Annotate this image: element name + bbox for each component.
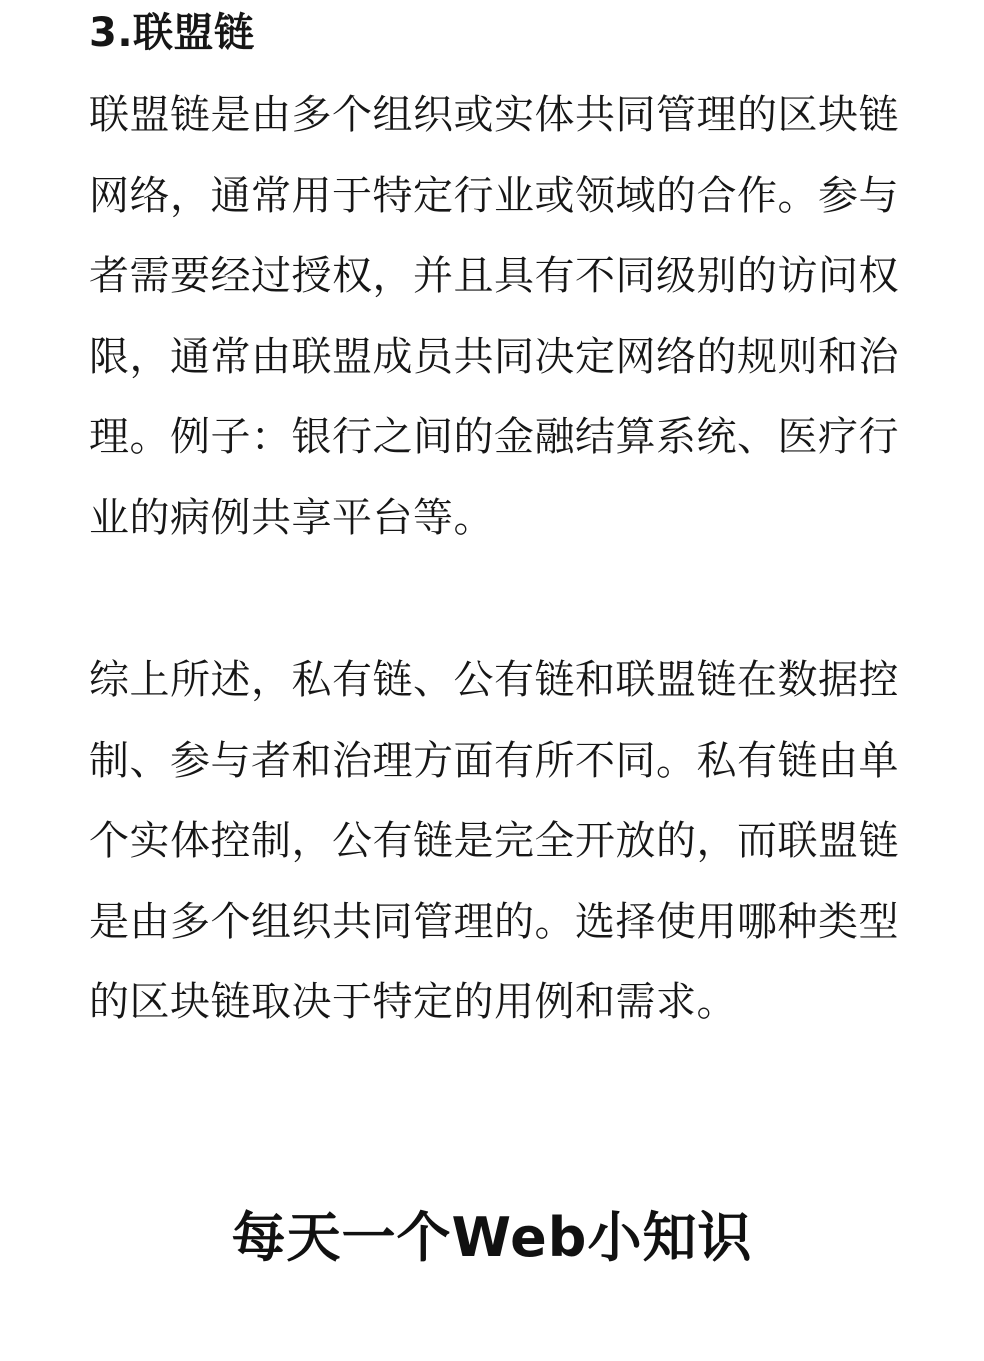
paragraph-consortium-chain: 联盟链是由多个组织或实体共同管理的区块链网络，通常用于特定行业或领域的合作。参与者需要经过授权，并且具有不同级别的访问权限，通常由联盟成员共同决定网络的规则和治理。例子：银行之间的金融结算系统、医疗行业的病例共享平台等。 xyxy=(89,92,899,541)
paragraph-summary: 综上所述，私有链、公有链和联盟链在数据控制、参与者和治理方面有所不同。私有链由单个实体控制，公有链是完全开放的，而联盟链是由多个组织共同管理的。选择使用哪种类型的区块链取决于特定的用例和需求。 xyxy=(89,657,899,1026)
footer-title: 每天一个Web小知识 xyxy=(231,1206,753,1269)
section-title: 3.联盟链 xyxy=(89,10,255,56)
